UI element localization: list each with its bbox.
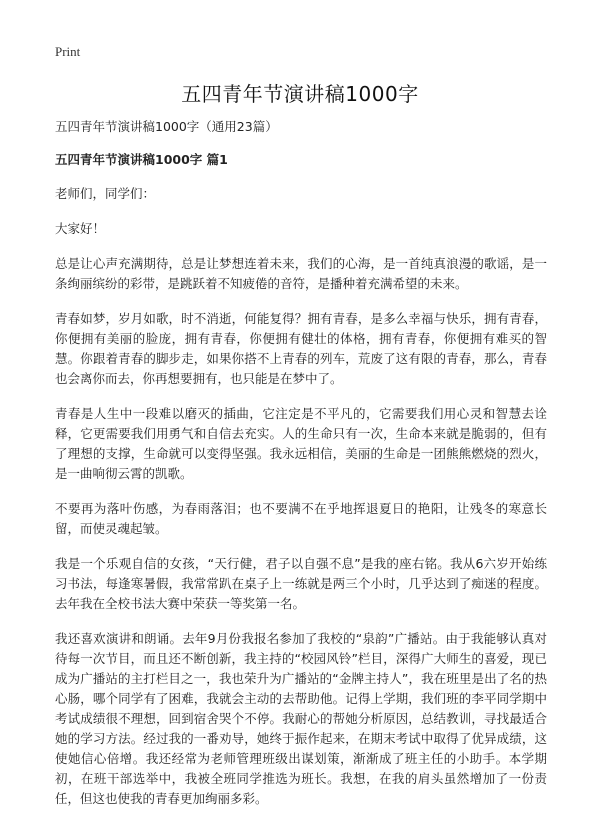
paragraph: 不要再为落叶伤感，为春雨落泪；也不要满不在乎地挥退夏日的艳阳，让残冬的寒意长留，而使灵魂起皱。: [55, 501, 547, 536]
salutation-line: 大家好！: [55, 221, 106, 236]
greeting-line: 老师们，同学们：: [55, 186, 156, 201]
page-title: 五四青年节演讲稿1000字: [181, 82, 419, 106]
section-heading: 五四青年节演讲稿1000字 篇1: [55, 152, 228, 167]
paragraph: 我是一个乐观自信的女孩，“天行健，君子以自强不息”是我的座右铭。我从6六岁开始练习书法，每逢寒暑假，我常常趴在桌子上一练就是两三个小时，几乎达到了痴迷的程度。去年我在全校书法大赛中荣获一等奖第一名。: [55, 556, 547, 611]
article-subtitle: 五四青年节演讲稿1000字（通用23篇）: [55, 119, 278, 134]
paragraph: 我还喜欢演讲和朗诵。去年9月份我报名参加了我校的“泉韵”广播站。由于我能够认真对待每一次节目，而且还不断创新，我主持的“校园风铃”栏目，深得广大师生的喜爱，现已成为广播站的主打栏目之一，我也荣升为广播站的“金牌主持人”，我在班里是出了名的热心肠，哪个同学有了困难，我就会主动的去帮助他。记得上学期，我们班的李平同学期中考试成绩很不理想，回到宿舍哭个不停。我耐心的帮她分析原因，总结教训，寻找最适合她的学习方法。经过我的一番劝导，她终于振作起来，在期末考试中取得了优异成绩，这使她信心倍增。我还经常为老师管理班级出谋划策，渐渐成了班主任的小助手。本学期初，在班干部选举中，我被全班同学推选为班长。我想，在我的肩头虽然增加了一份责任，但这也使我的青春更加绚丽多彩。: [55, 631, 547, 806]
paragraph: 青春如梦，岁月如歌，时不消逝，何能复得？拥有青春，是多么幸福与快乐，拥有青春，你便拥有美丽的脸庞，拥有青春，你便拥有健壮的体格，拥有青春，你便拥有难买的智慧。你跟着青春的脚步走，如果你搭不上青春的列车，荒废了这有限的青春，那么，青春也会离你而去，你再想要拥有，也只能是在梦中了。: [55, 311, 547, 386]
article-body: [55, 118, 547, 824]
paragraph: 总是让心声充满期待，总是让梦想连着未来，我们的心海，是一首纯真浪漫的歌谣，是一条绚丽缤纷的彩带，是跳跃着不知疲倦的音符，是播种着充满希望的未来。: [55, 256, 547, 291]
paragraph: 青春是人生中一段难以磨灭的插曲，它注定是不平凡的，它需要我们用心灵和智慧去诠释，它更需要我们用勇气和自信去充实。人的生命只有一次，生命本来就是脆弱的，但有了理想的支撑，生命就可以变得坚强。我永远相信，美丽的生命是一团熊熊燃烧的烈火，是一曲响彻云霄的凯歌。: [55, 406, 547, 481]
print-link[interactable]: Print: [55, 44, 81, 59]
